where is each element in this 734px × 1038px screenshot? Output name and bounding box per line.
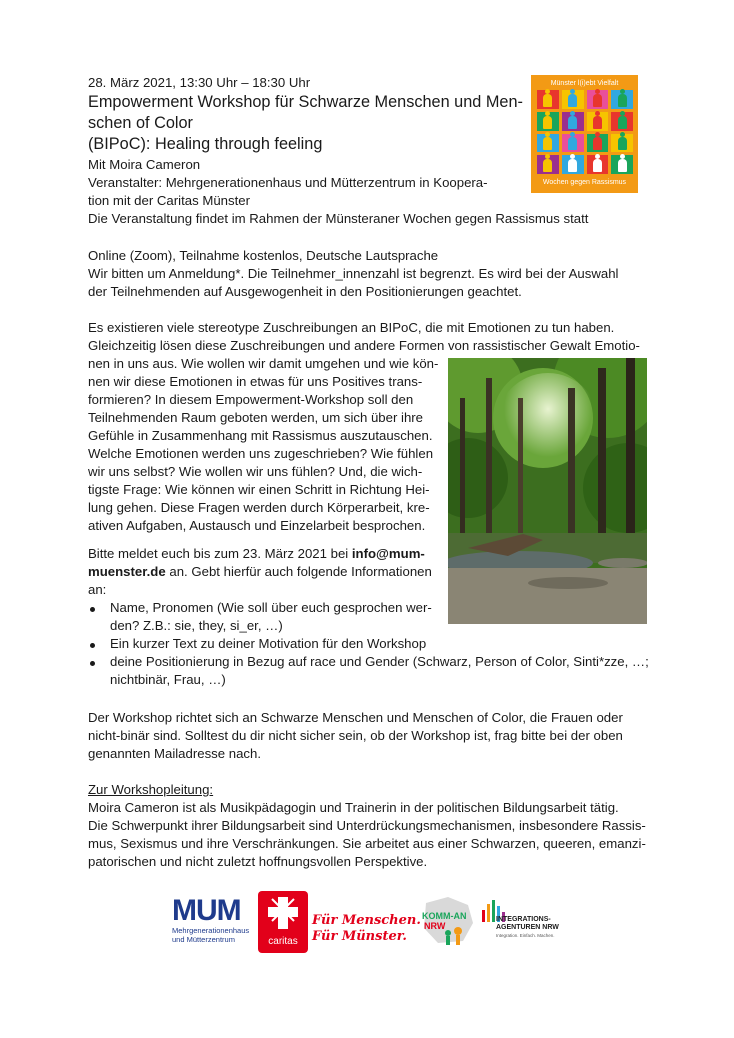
- body-line: Gleichzeitig lösen diese Zuschreibungen und andere Formen von rassistischer Gewalt Emotio-: [88, 338, 640, 353]
- registration-line-1: [88, 545, 425, 564]
- ia-line-2: AGENTUREN NRW: [496, 924, 559, 931]
- bullet-dot: [90, 607, 95, 612]
- poster-cell: [562, 134, 584, 153]
- person-figure-icon: [618, 159, 627, 172]
- slogan-line-1: Für Menschen.: [312, 913, 421, 928]
- poster-cell: [537, 112, 559, 131]
- email-link-part-1[interactable]: info@mum-: [351, 546, 425, 561]
- person-figure-icon: [568, 116, 577, 129]
- body-line: Welche Emotionen werden uns zugeschrieben? Wie fühlen: [88, 446, 434, 461]
- poster-cell: [537, 90, 559, 109]
- bullet-dot: [90, 643, 95, 648]
- bullet-dot: [90, 661, 95, 666]
- leader-heading: Zur Workshopleitung:: [88, 782, 214, 797]
- organizer-line-2: tion mit der Caritas Münster: [88, 193, 250, 208]
- wochen-gegen-rassismus-poster: [531, 75, 638, 193]
- person-figure-icon: [568, 94, 577, 107]
- event-context: Die Veranstaltung findet im Rahmen der Münsteraner Wochen gegen Rassismus statt: [88, 211, 589, 226]
- body-line: ativen Aufgaben, Austausch und Einzelarbeit besprochen.: [88, 518, 426, 533]
- audience-line-1: Der Workshop richtet sich an Schwarze Menschen und Menschen of Color, die Frauen oder: [88, 710, 623, 725]
- ia-line-1: INTEGRATIONS-: [496, 916, 551, 923]
- person-figure-icon: [593, 116, 602, 129]
- poster-footer: Wochen gegen Rassismus: [542, 179, 627, 186]
- poster-cell: [611, 90, 633, 109]
- person-figure-icon: [543, 116, 552, 129]
- poster-cell: [537, 134, 559, 153]
- body-line: Es existieren viele stereotype Zuschreibungen an BIPoC, die mit Emotionen zu tun haben.: [88, 320, 615, 335]
- leader-line-1: Moira Cameron ist als Musikpädagogin und Trainerin in der politischen Bildungsarbeit tätig.: [88, 800, 619, 815]
- poster-figure-grid: [537, 90, 633, 174]
- mum-logo-mark: MUM: [172, 894, 241, 927]
- mum-logo: [172, 896, 252, 952]
- audience-line-3: genannten Mailadresse nach.: [88, 746, 262, 761]
- person-figure-icon: [543, 137, 552, 150]
- info-registration-line-1: Wir bitten um Anmeldung*. Die Teilnehmer_innenzahl ist begrenzt. Es wird bei der Auswahl: [88, 266, 619, 281]
- caritas-logo: [258, 891, 308, 953]
- body-line: formieren? In diesem Empowerment-Workshop soll den: [88, 392, 414, 407]
- person-figure-icon: [543, 159, 552, 172]
- poster-cell: [611, 155, 633, 174]
- integrationsagenturen-logo: [482, 898, 572, 948]
- poster-cell: [587, 155, 609, 174]
- forest-illustration: [448, 358, 647, 624]
- bullet-item-1-line-2: den? Z.B.: sie, they, si_er, …): [110, 618, 283, 633]
- poster-heading: Münster l(i)ebt Vielfalt: [550, 80, 619, 87]
- organizer-line-1: Veranstalter: Mehrgenerationenhaus und Mütterzentrum in Koopera-: [88, 175, 488, 190]
- body-line: nen wir diese Emotionen in etwas für uns Positives trans-: [88, 374, 423, 389]
- email-link-part-2[interactable]: muenster.de: [88, 564, 166, 579]
- mum-logo-line-1: Mehrgenerationenhaus: [172, 926, 250, 935]
- info-registration-line-2: der Teilnehmenden auf Ausgewogenheit in den Positionierungen geachtet.: [88, 284, 522, 299]
- poster-cell: [562, 112, 584, 131]
- info-format: Online (Zoom), Teilnahme kostenlos, Deutsche Lautsprache: [88, 248, 439, 263]
- slogan-line-2: Für Münster.: [312, 929, 407, 944]
- person-figure-icon: [618, 137, 627, 150]
- bullet-item-1-line-1: Name, Pronomen (Wie soll über euch gesprochen wer-: [110, 600, 432, 615]
- event-date: 28. März 2021, 13:30 Uhr – 18:30 Uhr: [88, 75, 311, 90]
- person-figure-icon: [593, 94, 602, 107]
- registration-text: Bitte meldet euch bis zum 23. März 2021 bei: [88, 546, 352, 561]
- poster-cell: [587, 134, 609, 153]
- registration-line-3: an:: [88, 582, 107, 597]
- body-line: wir uns selbst? Wie wollen wir uns fühlen? Und, die wich-: [88, 464, 423, 479]
- body-line: tigste Frage: Wie können wir einen Schritt in Richtung Hei-: [88, 482, 430, 497]
- person-figure-icon: [593, 159, 602, 172]
- leader-line-4: patorischen und nicht zuletzt hoffnungsvollen Perspektive.: [88, 854, 428, 869]
- caritas-wordmark: caritas: [268, 936, 298, 947]
- poster-cell: [587, 90, 609, 109]
- title-line-1: Empowerment Workshop für Schwarze Menschen und Men-: [88, 93, 523, 111]
- poster-cell: [587, 112, 609, 131]
- bullet-item-2: Ein kurzer Text zu deiner Motivation für den Workshop: [110, 636, 427, 651]
- title-line-2: schen of Color: [88, 114, 193, 132]
- speaker: Mit Moira Cameron: [88, 157, 201, 172]
- registration-line-2: [88, 563, 432, 582]
- bullet-item-3-line-1: deine Positionierung in Bezug auf race und Gender (Schwarz, Person of Color, Sinti*zze, …;: [110, 654, 649, 669]
- audience-line-2: nicht-binär sind. Solltest du dir nicht sicher sein, ob der Workshop ist, frag bitte bei der oben: [88, 728, 623, 743]
- person-figure-icon: [593, 137, 602, 150]
- ia-line-3: Integration. Einfach. Machen.: [496, 933, 555, 938]
- leader-line-2: Die Schwerpunkt ihrer Bildungsarbeit sind Unterdrückungsmechanismen, insbesondere Rassis-: [88, 818, 646, 833]
- registration-text: an. Gebt hierfür auch folgende Informationen: [165, 564, 432, 579]
- komm-an-nrw-logo: [418, 893, 478, 948]
- person-figure-icon: [618, 94, 627, 107]
- body-line: Teilnehmenden Raum geboten werden, um sich über ihre: [88, 410, 424, 425]
- body-line: nen in uns aus. Wie wollen wir damit umgehen und wie kön-: [88, 356, 439, 371]
- title-line-3: (BIPoC): Healing through feeling: [88, 135, 323, 153]
- caritas-slogan: [312, 913, 421, 953]
- poster-cell: [562, 155, 584, 174]
- body-line: Gefühle in Zusammenhang mit Rassismus auszutauschen.: [88, 428, 433, 443]
- person-figure-icon: [543, 94, 552, 107]
- person-figure-icon: [568, 159, 577, 172]
- mum-logo-line-2: und Mütterzentrum: [172, 935, 235, 944]
- poster-cell: [537, 155, 559, 174]
- body-line: lung gehen. Diese Fragen werden durch Körperarbeit, kre-: [88, 500, 430, 515]
- poster-cell: [562, 90, 584, 109]
- nrw-label: NRW: [424, 921, 446, 931]
- poster-cell: [611, 112, 633, 131]
- leader-line-3: mus, Sexismus und ihre Verschränkungen. Sie arbeitet aus einer Schwarzen, queeren, emanzi-: [88, 836, 646, 851]
- bullet-item-3-line-2: nichtbinär, Frau, …): [110, 672, 226, 687]
- person-figure-icon: [568, 137, 577, 150]
- person-figure-icon: [618, 116, 627, 129]
- komm-an-label: KOMM-AN: [422, 911, 467, 921]
- poster-cell: [611, 134, 633, 153]
- caritas-cross-icon: [258, 891, 308, 935]
- forest-photo: [448, 358, 647, 624]
